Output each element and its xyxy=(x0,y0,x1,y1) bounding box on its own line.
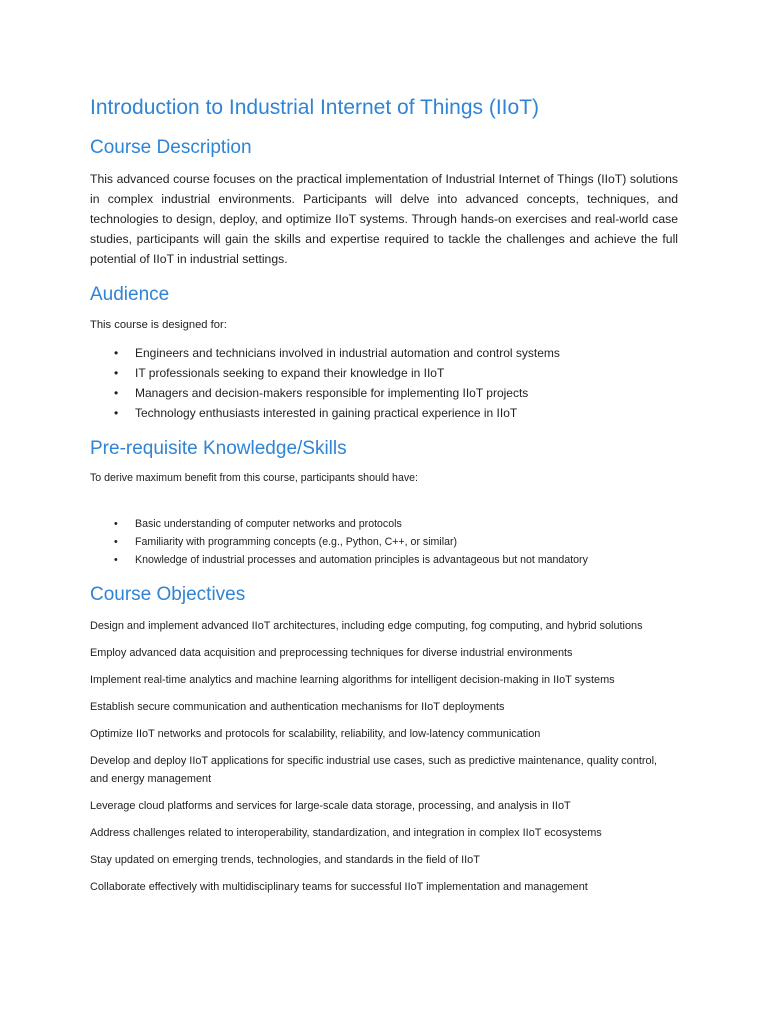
objective-item: Optimize IIoT networks and protocols for scalability, reliability, and low-latency communication xyxy=(90,728,541,740)
list-item: • Engineers and technicians involved in industrial automation and control systems xyxy=(90,343,678,363)
course-description-heading: Course Description xyxy=(90,137,252,158)
objective-item: Address challenges related to interoperability, standardization, and integration in complex IIoT ecosystems xyxy=(90,827,602,839)
prerequisites-list xyxy=(90,515,678,569)
audience-intro: This course is designed for: xyxy=(90,319,227,331)
document-content xyxy=(90,93,678,896)
list-item: • Knowledge of industrial processes and automation principles is advantageous but not mandatory xyxy=(90,551,678,569)
list-item: • Managers and decision-makers responsible for implementing IIoT projects xyxy=(90,383,678,403)
list-item: • IT professionals seeking to expand their knowledge in IIoT xyxy=(90,363,678,383)
objective-item: Employ advanced data acquisition and preprocessing techniques for diverse industrial environments xyxy=(90,647,573,659)
objective-item: Develop and deploy IIoT applications for specific industrial use cases, such as predictive maintenance, quality control, and energy management xyxy=(90,755,658,785)
objective-item: Design and implement advanced IIoT architectures, including edge computing, fog computing, and hybrid solutions xyxy=(90,620,643,632)
objective-item: Implement real-time analytics and machine learning algorithms for intelligent decision-making in IIoT systems xyxy=(90,674,615,686)
prerequisites-intro: To derive maximum benefit from this course, participants should have: xyxy=(90,472,418,484)
objective-item: Establish secure communication and authentication mechanisms for IIoT deployments xyxy=(90,701,505,713)
objectives-heading: Course Objectives xyxy=(90,584,246,605)
bullet-icon: • xyxy=(114,536,118,548)
objective-item: Leverage cloud platforms and services for large-scale data storage, processing, and analysis in IIoT xyxy=(90,800,571,812)
bullet-icon: • xyxy=(114,518,118,530)
prerequisites-heading: Pre-requisite Knowledge/Skills xyxy=(90,438,347,459)
page-title: Introduction to Industrial Internet of Things (IIoT) xyxy=(90,96,540,119)
bullet-icon: • xyxy=(114,366,119,380)
objectives-list xyxy=(90,617,678,896)
list-item: • Basic understanding of computer networks and protocols xyxy=(90,515,678,533)
list-item: • Familiarity with programming concepts (e.g., Python, C++, or similar) xyxy=(90,533,678,551)
audience-list xyxy=(90,343,678,423)
bullet-icon: • xyxy=(114,346,119,360)
bullet-icon: • xyxy=(114,386,119,400)
bullet-icon: • xyxy=(114,554,118,566)
objective-item: Collaborate effectively with multidisciplinary teams for successful IIoT implementation and management xyxy=(90,881,588,893)
objective-item: Stay updated on emerging trends, technologies, and standards in the field of IIoT xyxy=(90,854,480,866)
bullet-icon: • xyxy=(114,406,119,420)
course-description-text: This advanced course focuses on the practical implementation of Industrial Internet of Things (IIoT) solutions in complex industrial environments. Participants will delve into advanced concepts, techniques, and technologies to design, deploy, and optimize IIoT systems. Through hands-on exercises and real-world case studies, participants will gain the skills and expertise required to tackle the challenges and achieve the full potential of IIoT in industrial settings. xyxy=(90,172,678,266)
list-item: • Technology enthusiasts interested in gaining practical experience in IIoT xyxy=(90,403,678,423)
audience-heading: Audience xyxy=(90,284,170,305)
